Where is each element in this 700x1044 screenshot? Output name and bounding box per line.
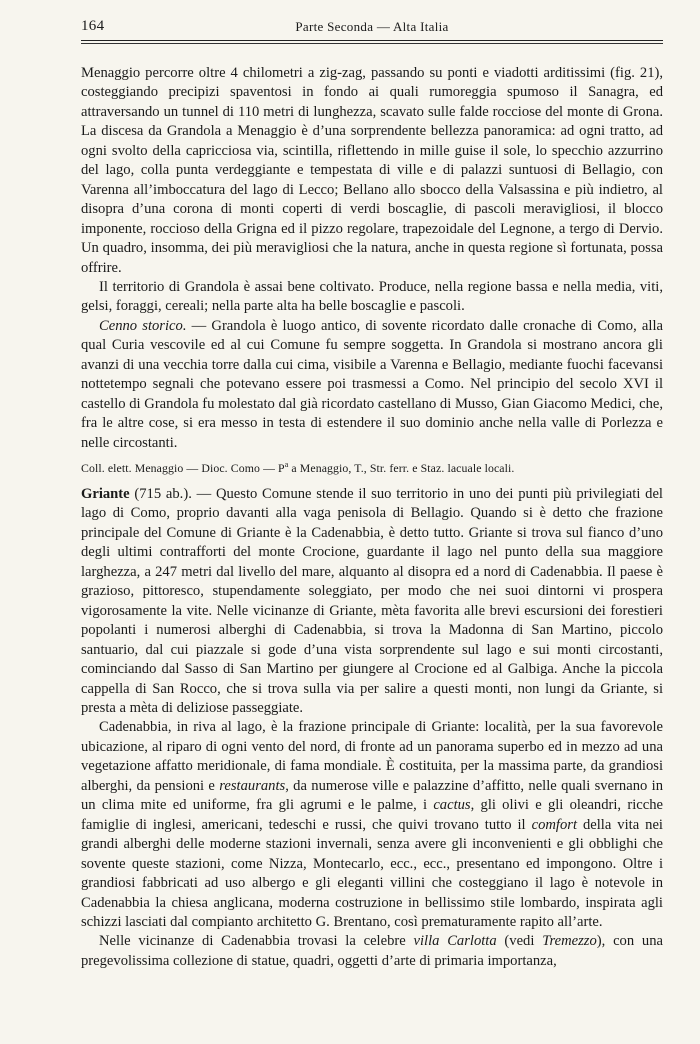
- cadenabbia-text-4: della vita nei grandi alberghi delle moderne stazioni invernali, senza avere gli inconvenienti e gli obblighi che sovente queste stazioni, come Nizza, Montecarlo, ecc., ecc., presentano ed impongono. Oltre i grandiosi fabbricati ad uso albergo e gli eleganti villini che costeggiano il lago è notevole in Cadenabbia la chiesa anglicana, moderna costruzione in bellissimo stile lombardo, inspirata agli schizzi lasciati dal compianto architetto G. Brentano, così prematuramente rapito all’arte.: [81, 816, 663, 930]
- paragraph-grandola-territory: Il territorio di Grandola è assai bene coltivato. Produce, nella regione bassa e nella media, viti, gelsi, foraggi, cereali; nella parte alta ha belle boscaglie e pascoli.: [81, 278, 663, 315]
- cadenabbia-text-1: Cadenabbia, in riva al lago, è la frazione principale di Griante: località, per la sua favorevole ubicazione, al riparo di ogni vento del nord, di fronte ad un panorama superbo ed in mezzo ad una vegetazione affatto meridionale, di fama mondiale. È costituita, per la massima parte, da grandiosi alberghi, da pensioni e: [81, 719, 663, 794]
- admin-note-part1: Coll. elett. Menaggio — Dioc. Como — P: [81, 460, 285, 475]
- page-number: 164: [81, 18, 105, 34]
- cadenabbia-italic-comfort: comfort: [531, 816, 577, 833]
- admin-note-part2: a Menaggio, T., Str. ferr. e Staz. lacuale locali.: [288, 460, 515, 475]
- villa-text-3: ), con una pregevolissima collezione di statue, quadri, oggetti d’arte di primaria importanza,: [81, 933, 663, 969]
- running-title: Parte Seconda — Alta Italia: [295, 19, 449, 34]
- page-body: [81, 64, 663, 971]
- admin-note: [81, 456, 663, 477]
- paragraph-cadenabbia: [81, 718, 663, 932]
- header-rule-secondary: [81, 43, 663, 44]
- paragraph-villa-carlotta: [81, 932, 663, 971]
- entry-heading-griante: Griante: [81, 485, 130, 502]
- page-header: [81, 14, 663, 38]
- paragraph-menaggio-road: Menaggio percorre oltre 4 chilometri a zig-zag, passando su ponti e viadotti arditissimi (fig. 21), costeggiando precipizi spaventosi in fondo ai quali rumoreggia spumoso il Sanagra, ed attraversando un tunnel di 110 metri di lunghezza, scavato sulle falde rocciose del monte di Grona. La discesa da Grandola a Menaggio è d’una sorprendente bellezza panoramica: ad ogni tratto, ad ogni svolto della capricciosa via, scintilla, riflettendo in mille guise il sole, lo specchio azzurrino del lago, colla punta verdeggiante e tempestata di ville e di palazzi suntuosi di Bellagio, con Varenna all’imboccatura del lago di Lecco; Bellano allo sbocco della Valsassina e più indietro, al disopra d’una corona di monti coperti di verdi boscaglie, di pascoli meravigliosi, il blocco imponente, roccioso della Grigna ed il pizzo regolare, trapezoidale del Legnone, a tergo di Dervio. Un quadro, insomma, dei più meravigliosi che la natura, anche in questa regione sì fortunata, possa offrire.: [81, 65, 663, 276]
- entry-griante: [81, 485, 663, 718]
- cenno-storico-heading: Cenno storico.: [99, 317, 187, 334]
- cadenabbia-text-2: , da numerose ville e palazzine d’affitto, nelle quali svernano in un clima mite ed uniforme, fra gli agrumi e le palme, i: [81, 777, 663, 814]
- villa-italic-name: villa Carlotta: [413, 933, 497, 950]
- paragraph-cenno-storico: [81, 317, 663, 453]
- cadenabbia-text-3: , gli olivi e gli oleandri, ricche famiglie di inglesi, americani, tedeschi e russi, che quivi trovano tutto il: [81, 797, 663, 833]
- book-page: [81, 14, 663, 971]
- cenno-storico-text: — Grandola è luogo antico, di sovente ricordato dalle cronache di Como, alla qual Curia vescovile ed al cui Comune fu sempre soggetta. In Grandola si mostrano ancora gli avanzi di una vecchia torre dalla cui cima, visibile a Varenna e Bellagio, mediante fuochi facevansi nottetempo segnali che potevano essere poi trasmessi a Como. Nel principio del secolo XVI il castello di Grandola fu molestato dal già ricordato castellano di Musso, Gian Giacomo Medici, che, fra le altre cose, si era messo in testa di estendere il suo dominio anche nella valle di Porlezza e nelle circostanti.: [81, 317, 663, 451]
- cadenabbia-italic-restaurants: restaurants: [219, 777, 286, 794]
- entry-text-griante: (715 ab.). — Questo Comune stende il suo territorio in uno dei punti più privilegiati del lago di Como, proprio davanti alla vaga penisola di Bellagio. Quando si è detto che frazione principale del Comune di Griante è la Cadenabbia, è detto tutto. Griante si trova sul fianco d’uno degli ultimi contrafforti del monte Crocione, guardante il lago nel punto della sua maggiore larghezza, a 247 metri dal livello del mare, alquanto al disopra ed a nord di Cadenabbia. Il paese è grazioso, pittoresco, stupendamente soleggiato, per modo che nei suoi dintorni vi prospera vigorosamente la vite. Nelle vicinanze di Griante, mèta favorita alle brevi escursioni dei forestieri popolanti i numerosi alberghi di Cadenabbia, si trova la Madonna di San Martino, piccolo santuario, dal cui piazzale si gode d’una vista sorprendente sul lago e sui monti circostanti, cominciando dal Sasso di San Martino per giungere al Crocione ed al Galbiga. Anche la piccola cappella di San Rocco, che si trova sulla via per salire a questi monti, non lungi da Griante, si presta a mèta di deliziose passeggiate.: [81, 485, 663, 716]
- header-rule: [81, 40, 663, 41]
- cadenabbia-italic-cactus: cactus: [433, 797, 471, 814]
- villa-text-2: (vedi: [496, 933, 543, 950]
- admin-note-superscript: a: [284, 460, 289, 470]
- villa-italic-tremezzo: Tremezzo: [542, 933, 597, 950]
- villa-text-1: Nelle vicinanze di Cadenabbia trovasi la celebre: [99, 933, 414, 950]
